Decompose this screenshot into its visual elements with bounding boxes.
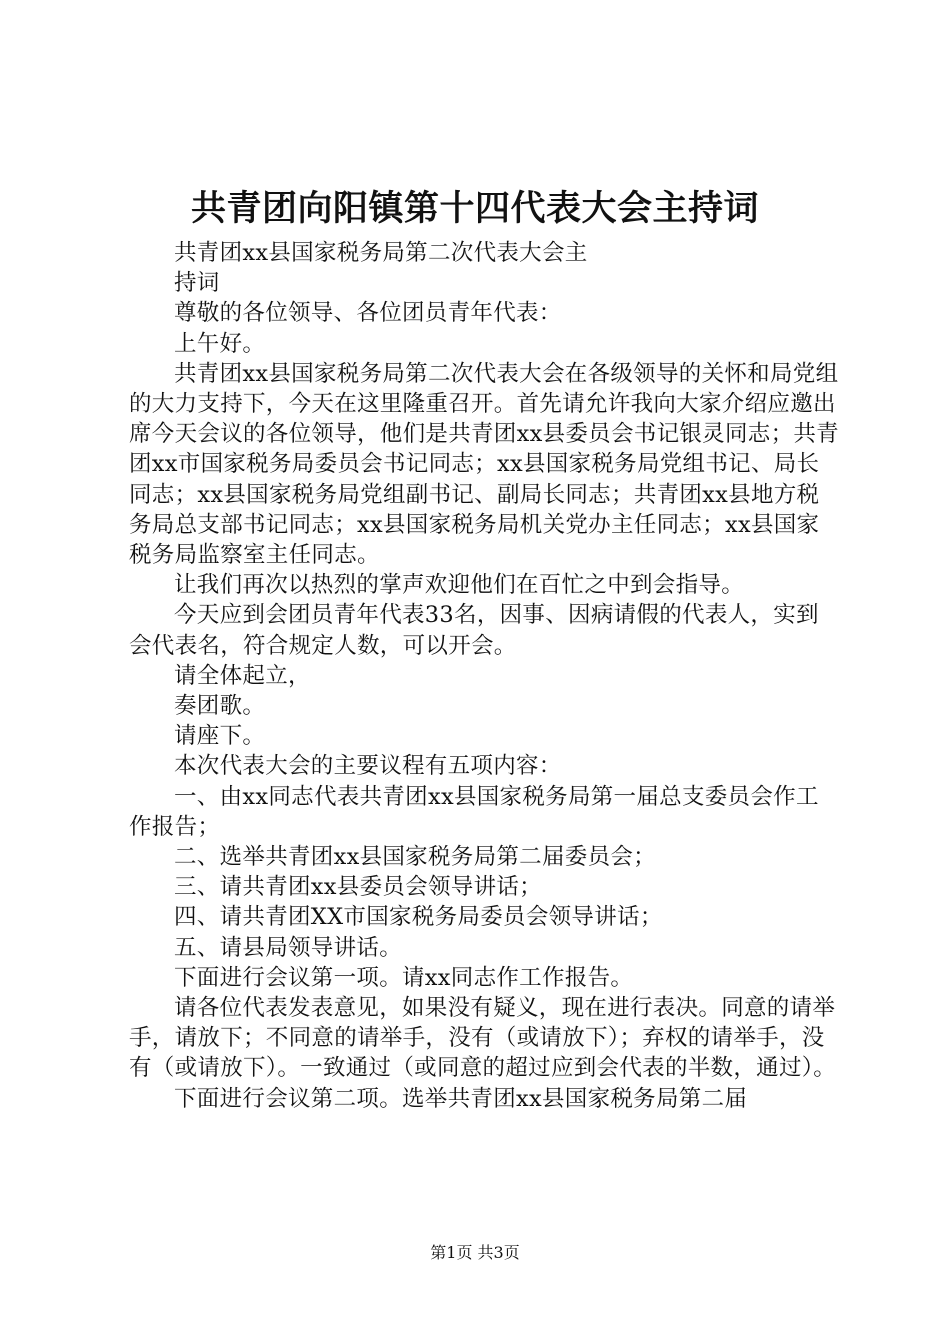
page-footer: 第1页 共3页 xyxy=(430,1243,520,1262)
agenda-item: 一、由xx同志代表共青团xx县国家税务局第一届总支委员会作工作报告； xyxy=(129,783,819,840)
paragraph: 请全体起立， xyxy=(174,662,311,689)
paragraph: 持词 xyxy=(174,270,220,297)
paragraph: 本次代表大会的主要议程有五项内容： xyxy=(174,753,562,780)
agenda-item: 四、请共青团XX市国家税务局委员会领导讲话； xyxy=(174,904,663,931)
paragraph: 请座下。 xyxy=(174,723,266,750)
agenda-item: 二、选举共青团xx县国家税务局第二届委员会； xyxy=(174,844,656,871)
agenda-item: 五、请县局领导讲话。 xyxy=(174,934,403,961)
paragraph: 让我们再次以热烈的掌声欢迎他们在百忙之中到会指导。 xyxy=(174,572,745,599)
document-body xyxy=(129,238,839,1114)
paragraph: 今天应到会团员青年代表33名，因事、因病请假的代表人，实到会代表名，符合规定人数，可以开会。 xyxy=(129,602,819,659)
paragraph: 下面进行会议第二项。选举共青团xx县国家税务局第二届 xyxy=(174,1085,748,1112)
paragraph: 共青团xx县国家税务局第二次代表大会主 xyxy=(174,240,588,266)
paragraph: 共青团xx县国家税务局第二次代表大会在各级领导的关怀和局党组的大力支持下，今天在这里隆重召开。首先请允许我向大家介绍应邀出席今天会议的各位领导，他们是共青团xx县委员会书记银灵同志；共青团xx市国家税务局委员会书记同志；xx县国家税务局党组书记、局长同志；xx县国家税务局党组副书记、副局长同志；共青团xx县地方税务局总支部书记同志；xx县国家税务局机关党办主任同志；xx县国家税务局监察室主任同志。 xyxy=(129,360,839,569)
paragraph: 请各位代表发表意见，如果没有疑义，现在进行表决。同意的请举手，请放下；不同意的请举手，没有（或请放下）；弃权的请举手，没有（或请放下）。一致通过（或同意的超过应到会代表的半数，通过）。 xyxy=(129,995,837,1082)
paragraph: 尊敬的各位领导、各位团员青年代表： xyxy=(174,300,562,327)
page-title: 共青团向阳镇第十四代表大会主持词 xyxy=(190,188,759,229)
paragraph: 下面进行会议第一项。请xx同志作工作报告。 xyxy=(174,964,634,991)
agenda-item: 三、请共青团xx县委员会领导讲话； xyxy=(174,874,542,901)
paragraph: 上午好。 xyxy=(174,330,266,357)
paragraph: 奏团歌。 xyxy=(174,693,266,720)
